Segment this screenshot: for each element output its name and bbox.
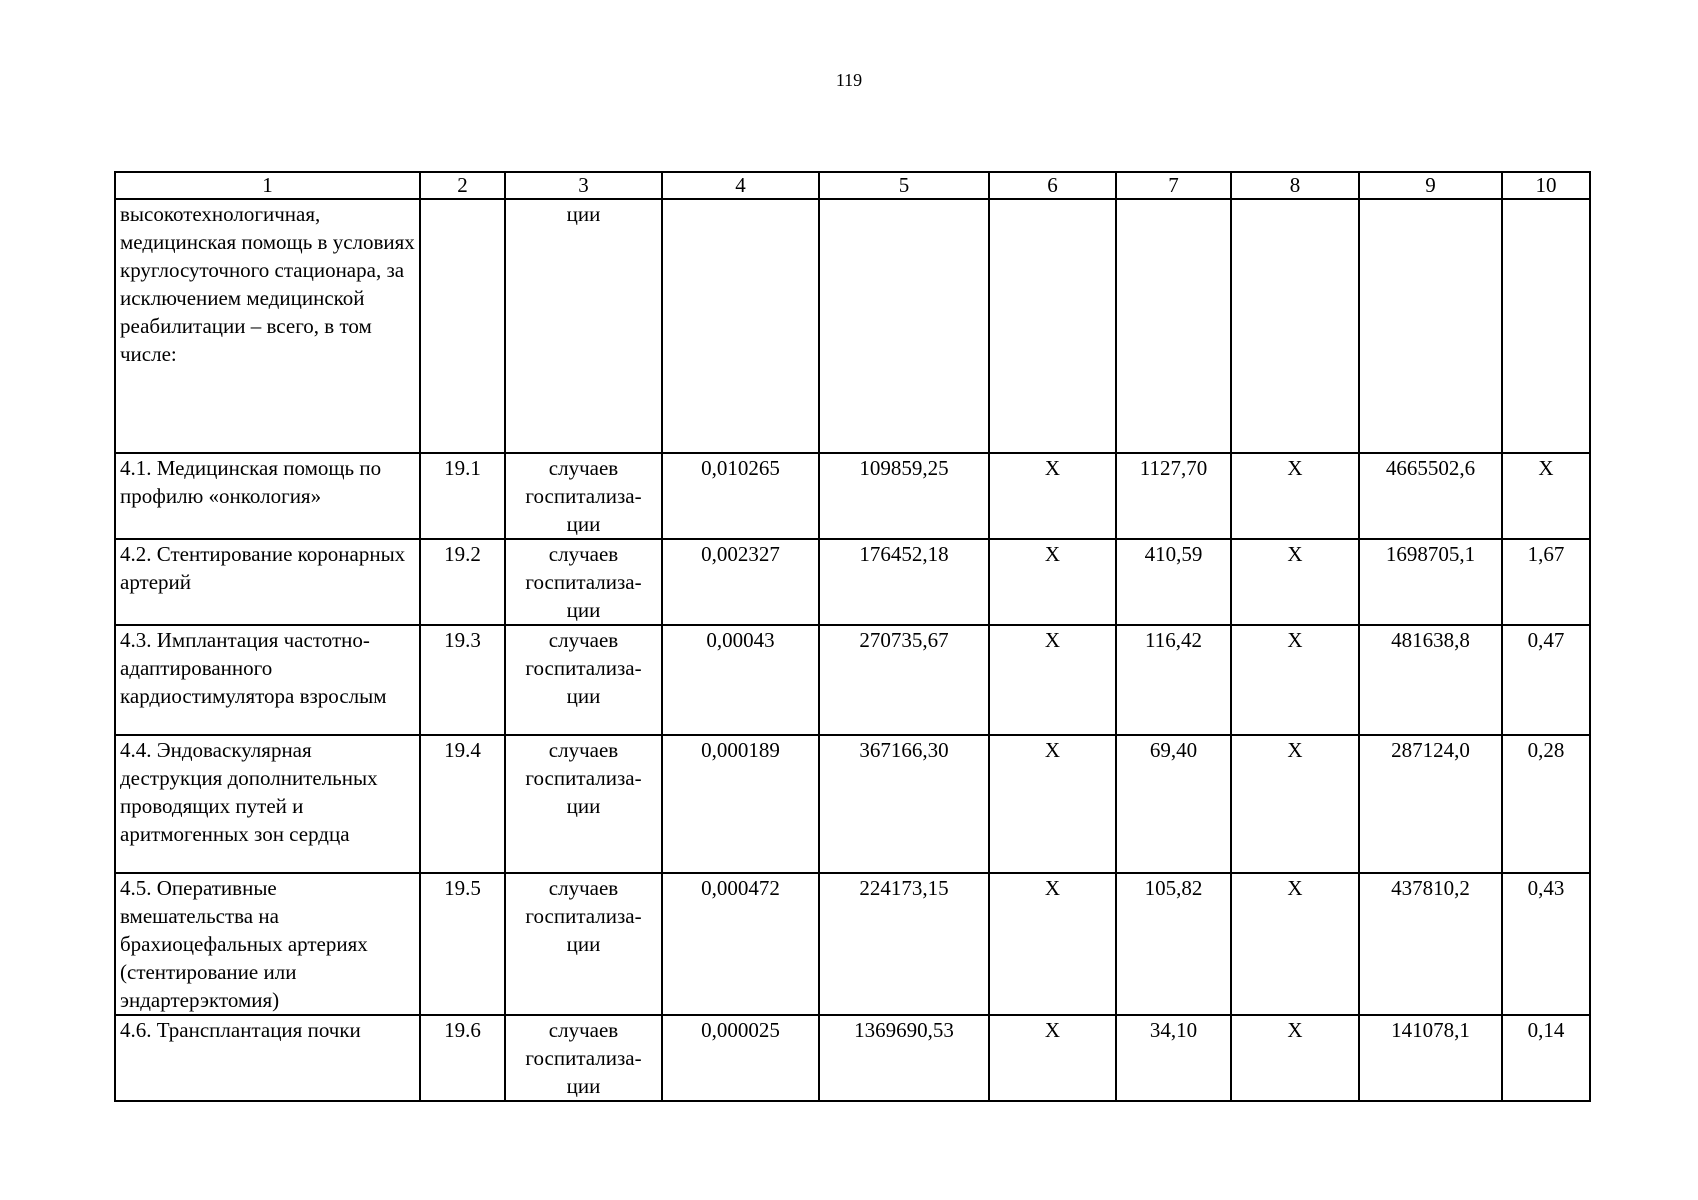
table-row: [115, 1015, 1590, 1101]
column-header: 10: [1502, 172, 1590, 199]
unit-cell: случаев госпитализа-ции: [505, 1015, 662, 1101]
table-cell: 0,47: [1502, 625, 1590, 735]
table-cell: 1127,70: [1116, 453, 1231, 539]
column-header: 9: [1359, 172, 1502, 199]
table-cell: 0,000189: [662, 735, 819, 873]
table-cell: 116,42: [1116, 625, 1231, 735]
table-cell: 437810,2: [1359, 873, 1502, 1015]
column-header: 4: [662, 172, 819, 199]
row-name-cell: 4.3. Имплантация частотно-адаптированного кардиостимулятора взрослым: [115, 625, 420, 735]
table-row: [115, 625, 1590, 735]
table-cell: 224173,15: [819, 873, 989, 1015]
table-cell: 367166,30: [819, 735, 989, 873]
table-row: [115, 873, 1590, 1015]
row-code-cell: 19.5: [420, 873, 505, 1015]
table-cell: X: [989, 453, 1116, 539]
row-code-cell: 19.6: [420, 1015, 505, 1101]
table-row: [115, 735, 1590, 873]
column-header: 8: [1231, 172, 1359, 199]
column-header: 3: [505, 172, 662, 199]
unit-cell: случаев госпитализа-ции: [505, 735, 662, 873]
row-code-cell: 19.1: [420, 453, 505, 539]
table-cell: X: [1502, 453, 1590, 539]
table-cell: X: [1231, 625, 1359, 735]
table-cell: [1359, 199, 1502, 453]
table-cell: [989, 199, 1116, 453]
row-code-cell: 19.4: [420, 735, 505, 873]
table-cell: X: [1231, 539, 1359, 625]
table-cell: 109859,25: [819, 453, 989, 539]
unit-cell: ции: [505, 199, 662, 453]
unit-cell: случаев госпитализа-ции: [505, 539, 662, 625]
table-row-intro: [115, 199, 1590, 453]
table-cell: 270735,67: [819, 625, 989, 735]
table-cell: 0,000025: [662, 1015, 819, 1101]
column-header: 7: [1116, 172, 1231, 199]
page-number: 119: [835, 70, 863, 90]
row-code-cell: 19.3: [420, 625, 505, 735]
table-cell: X: [989, 873, 1116, 1015]
unit-cell: случаев госпитализа-ции: [505, 453, 662, 539]
table-cell: X: [989, 625, 1116, 735]
table-cell: 4665502,6: [1359, 453, 1502, 539]
table-cell: 0,010265: [662, 453, 819, 539]
table-row: [115, 539, 1590, 625]
row-code-cell: 19.2: [420, 539, 505, 625]
column-header: 2: [420, 172, 505, 199]
table-cell: 1698705,1: [1359, 539, 1502, 625]
table-cell: X: [989, 1015, 1116, 1101]
table-cell: 176452,18: [819, 539, 989, 625]
unit-cell: случаев госпитализа-ции: [505, 625, 662, 735]
table-cell: 1369690,53: [819, 1015, 989, 1101]
table-cell: 410,59: [1116, 539, 1231, 625]
table-cell: X: [989, 735, 1116, 873]
table-cell: 141078,1: [1359, 1015, 1502, 1101]
row-name-cell: 4.6. Трансплантация почки: [115, 1015, 420, 1101]
table-cell: X: [1231, 873, 1359, 1015]
table-cell: [1231, 199, 1359, 453]
row-name-cell: высокотехнологичная, медицинская помощь в условиях круглосуточного стационара, за исключением медицинской реабилитации – всего, в том числе:: [115, 199, 420, 453]
table-cell: 0,28: [1502, 735, 1590, 873]
table-cell: 1,67: [1502, 539, 1590, 625]
table-cell: 34,10: [1116, 1015, 1231, 1101]
table-cell: [662, 199, 819, 453]
table-cell: 0,000472: [662, 873, 819, 1015]
row-name-cell: 4.2. Стентирование коронарных артерий: [115, 539, 420, 625]
unit-cell: случаев госпитализа-ции: [505, 873, 662, 1015]
table-cell: 0,43: [1502, 873, 1590, 1015]
table-row: [115, 453, 1590, 539]
column-header: 5: [819, 172, 989, 199]
row-name-cell: 4.1. Медицинская помощь по профилю «онкология»: [115, 453, 420, 539]
table-cell: [1502, 199, 1590, 453]
table-cell: [420, 199, 505, 453]
table-cell: 0,00043: [662, 625, 819, 735]
table-cell: 481638,8: [1359, 625, 1502, 735]
table-cell: X: [989, 539, 1116, 625]
row-name-cell: 4.4. Эндоваскулярная деструкция дополнительных проводящих путей и аритмогенных зон сердца: [115, 735, 420, 873]
table-cell: [1116, 199, 1231, 453]
table-cell: 287124,0: [1359, 735, 1502, 873]
table-cell: 69,40: [1116, 735, 1231, 873]
column-header: 1: [115, 172, 420, 199]
table-cell: 105,82: [1116, 873, 1231, 1015]
table-cell: X: [1231, 735, 1359, 873]
column-header: 6: [989, 172, 1116, 199]
table-cell: 0,14: [1502, 1015, 1590, 1101]
column-number-row: [115, 172, 1590, 199]
data-table: [114, 171, 1591, 1102]
table-cell: X: [1231, 1015, 1359, 1101]
table-cell: X: [1231, 453, 1359, 539]
row-name-cell: 4.5. Оперативные вмешательства на брахиоцефальных артериях (стентирование или эндартерэктомия): [115, 873, 420, 1015]
table-cell: [819, 199, 989, 453]
table-cell: 0,002327: [662, 539, 819, 625]
